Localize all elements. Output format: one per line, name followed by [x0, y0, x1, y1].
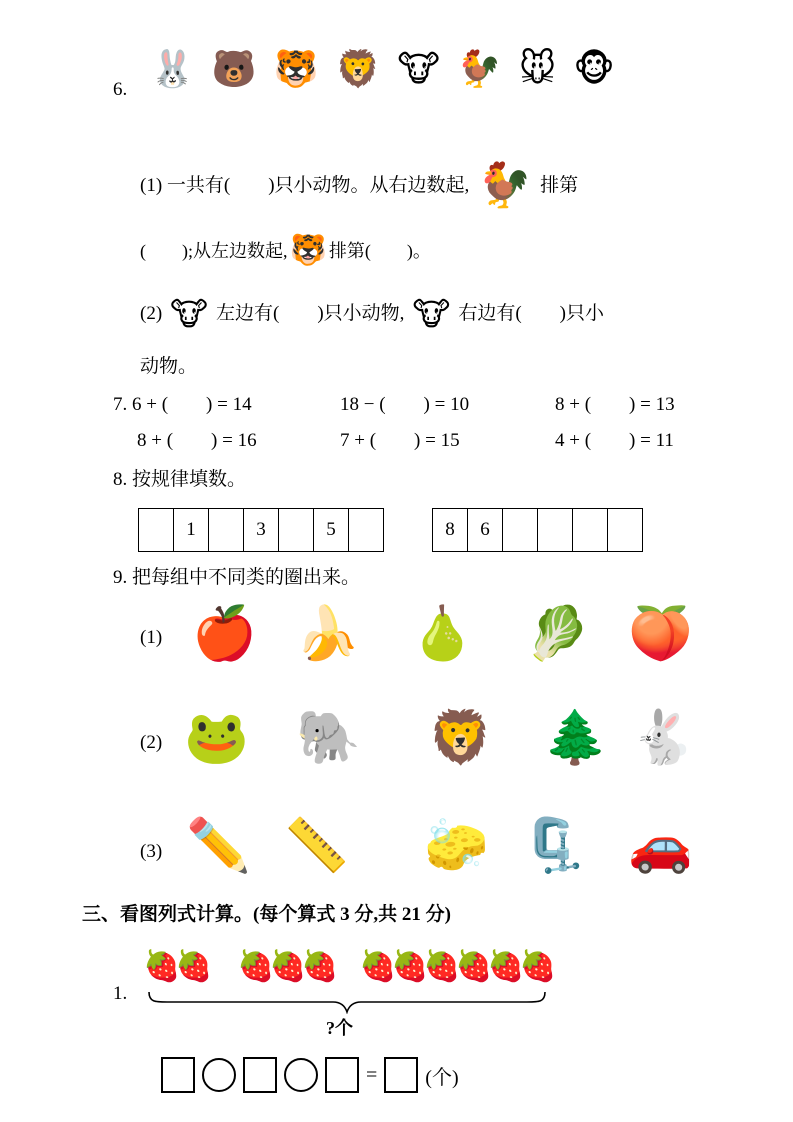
monkey-icon: 🐵 — [573, 49, 615, 90]
cow-icon: 🐮 — [412, 295, 451, 333]
number-cell: 8 — [433, 509, 468, 551]
q7-eq-6: 4 + ( ) = 11 — [555, 430, 674, 451]
strawberry-icon: 🍓 — [175, 949, 213, 984]
banana-icon[interactable]: 🍌 — [295, 604, 360, 664]
q6-part2-right: 右边有( )只小 — [458, 303, 604, 324]
unit-label: (个) — [425, 1066, 459, 1089]
blank-cell[interactable] — [503, 509, 538, 551]
cow-icon: 🐮 — [397, 49, 440, 90]
answer-box[interactable] — [325, 1057, 359, 1093]
number-cell: 6 — [468, 509, 503, 551]
blank-cell[interactable] — [538, 509, 573, 551]
q7-eq-1: 7. 6 + ( ) = 14 — [113, 394, 252, 415]
tiger-icon: 🐯 — [273, 49, 319, 90]
strawberry-icon: 🍓 — [391, 949, 429, 984]
rabbit-icon[interactable]: 🐇 — [630, 708, 695, 768]
strawberry-row — [143, 949, 557, 992]
q6-part1-text: (1) 一共有( )只小动物。从右边数起, — [140, 175, 470, 196]
question-label: ?个 — [326, 1018, 353, 1038]
number-cell: 1 — [174, 509, 209, 551]
q8-title: 8. 按规律填数。 — [113, 469, 247, 490]
q9-group2-label: (2) — [140, 732, 163, 753]
elephant-icon[interactable]: 🐘 — [296, 708, 361, 768]
equals-sign: = — [366, 1063, 378, 1086]
q7-eq-5: 7 + ( ) = 15 — [340, 430, 460, 451]
q9-group1-label: (1) — [140, 627, 163, 648]
answer-box[interactable] — [161, 1057, 195, 1093]
section-3-title: 三、看图列式计算。(每个算式 3 分,共 21 分) — [82, 904, 451, 925]
q9-group3-label: (3) — [140, 841, 163, 862]
number-cell: 3 — [244, 509, 279, 551]
frog-icon[interactable]: 🐸 — [184, 708, 249, 768]
cow-icon: 🐮 — [170, 295, 209, 333]
strawberry-icon: 🍓 — [455, 949, 493, 984]
q7-eq-4: 8 + ( ) = 16 — [137, 430, 257, 451]
answer-box[interactable] — [243, 1057, 277, 1093]
q6-part2-label: (2) — [140, 303, 163, 324]
blank-cell[interactable] — [349, 509, 383, 551]
pencil-icon[interactable]: ✏️ — [186, 816, 251, 876]
brace — [147, 990, 547, 1014]
q6-part1-blank: ( );从左边数起, — [140, 241, 288, 261]
operator-circle[interactable] — [284, 1058, 318, 1092]
operator-circle[interactable] — [202, 1058, 236, 1092]
q9-title: 9. 把每组中不同类的圈出来。 — [113, 567, 361, 588]
q7-eq-3: 8 + ( ) = 13 — [555, 394, 675, 415]
q6-part1-end: 排第( )。 — [328, 241, 431, 261]
q6-part2-left: 左边有( )只小动物, — [216, 303, 405, 324]
sequence-grid-2 — [432, 508, 643, 552]
animal-row — [150, 49, 615, 90]
apple-icon[interactable]: 🍎 — [192, 604, 257, 664]
strawberry-icon: 🍓 — [269, 949, 307, 984]
q3-1-number: 1. — [113, 983, 128, 1004]
car-icon[interactable]: 🚗 — [628, 816, 693, 876]
q6-part1-line2 — [140, 233, 431, 268]
blank-cell[interactable] — [209, 509, 244, 551]
mouse-icon: 🐭 — [518, 49, 557, 90]
strawberry-icon: 🍓 — [423, 949, 461, 984]
strawberry-icon: 🍓 — [143, 949, 181, 984]
q6-part2-line1 — [140, 295, 604, 333]
strawberry-icon: 🍓 — [301, 949, 339, 984]
strawberry-icon: 🍓 — [359, 949, 397, 984]
rooster-icon: 🐓 — [477, 160, 533, 211]
ruler-icon[interactable]: 📏 — [284, 816, 349, 876]
result-box[interactable] — [384, 1057, 418, 1093]
blank-cell[interactable] — [573, 509, 608, 551]
rooster-icon: 🐓 — [456, 49, 502, 90]
strawberry-icon: 🍓 — [487, 949, 525, 984]
sharpener-icon[interactable]: 🗜️ — [522, 816, 587, 876]
equation-row — [161, 1057, 459, 1093]
q6-number: 6. — [113, 79, 128, 100]
lion-icon: 🦁 — [335, 49, 381, 90]
blank-cell[interactable] — [279, 509, 314, 551]
q6-part1-line1 — [140, 160, 579, 211]
eraser-icon[interactable]: 🧽 — [424, 816, 489, 876]
pear-icon[interactable]: 🍐 — [410, 604, 475, 664]
tree-icon[interactable]: 🌲 — [543, 708, 608, 768]
blank-cell[interactable] — [608, 509, 642, 551]
number-cell: 5 — [314, 509, 349, 551]
strawberry-icon: 🍓 — [519, 949, 557, 984]
rabbit-icon: 🐰 — [150, 49, 195, 90]
tiger-icon: 🐯 — [289, 233, 327, 268]
lion-icon[interactable]: 🦁 — [428, 708, 493, 768]
cabbage-icon[interactable]: 🥬 — [525, 604, 590, 664]
strawberry-icon: 🍓 — [237, 949, 275, 984]
blank-cell[interactable] — [139, 509, 174, 551]
bear-icon: 🐻 — [211, 49, 257, 90]
q7-eq-2: 18 − ( ) = 10 — [340, 394, 470, 415]
sequence-grid-1 — [138, 508, 384, 552]
q6-part2-line2: 动物。 — [140, 356, 198, 377]
peach-icon[interactable]: 🍑 — [628, 604, 693, 664]
q6-part1-rank: 排第 — [540, 175, 579, 196]
